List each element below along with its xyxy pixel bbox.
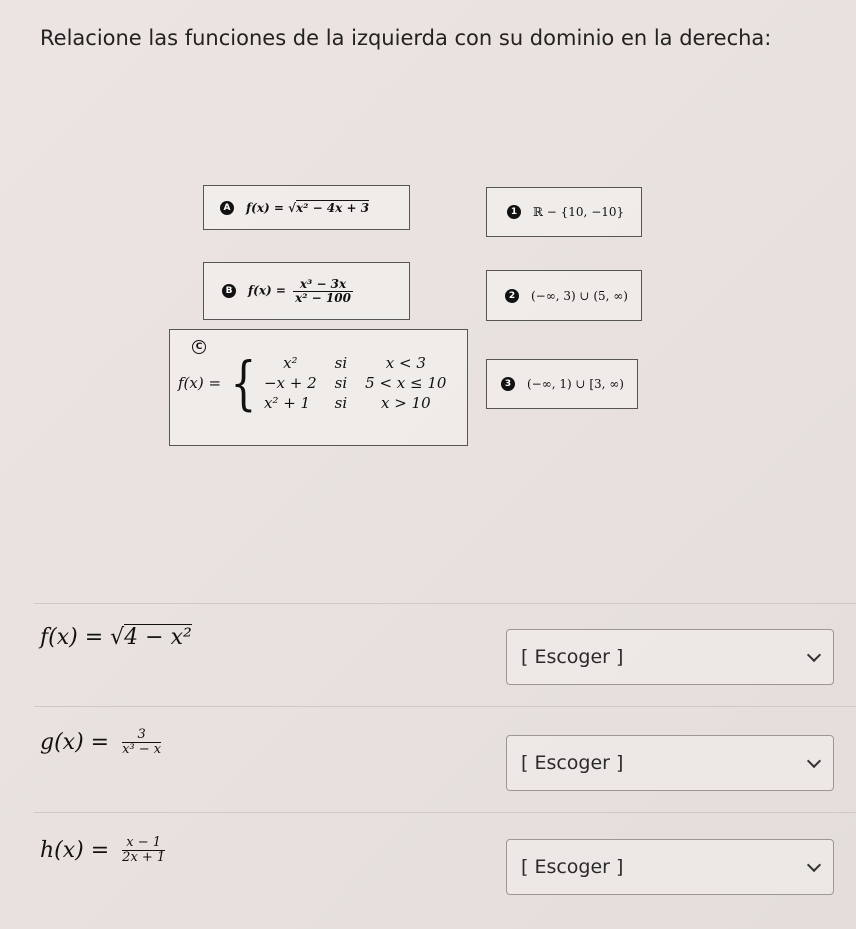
- chevron-down-icon: [807, 754, 821, 768]
- brace-icon: {: [230, 349, 257, 417]
- answer-select-f-value: [ Escoger ]: [521, 646, 624, 668]
- piece-3-cond: x > 10: [380, 394, 431, 412]
- formula-b-numerator: x³ − 3x: [293, 278, 353, 292]
- question-g-label: g(x) =: [40, 729, 117, 755]
- function-card-a: [203, 185, 410, 230]
- question-h-label: h(x) =: [40, 837, 117, 863]
- piece-3-si: si: [334, 394, 348, 412]
- piece-2-expr: −x + 2: [263, 374, 317, 392]
- answer-select-h-value: [ Escoger ]: [521, 856, 624, 878]
- question-f: [40, 625, 192, 650]
- question-g: [40, 728, 161, 758]
- function-card-c: [169, 329, 468, 446]
- question-g-numerator: 3: [122, 728, 161, 743]
- sqrt-icon: √: [110, 625, 125, 650]
- badge-c: C: [192, 340, 206, 354]
- formula-a: [246, 201, 369, 215]
- domain-card-2: [486, 270, 642, 321]
- chevron-down-icon: [807, 858, 821, 872]
- piece-2-cond: 5 < x ≤ 10: [365, 374, 447, 392]
- answer-select-g-value: [ Escoger ]: [521, 752, 624, 774]
- piece-3-expr: x² + 1: [263, 394, 311, 412]
- question-f-label: f(x) =: [40, 625, 111, 650]
- piece-2-si: si: [334, 374, 348, 392]
- domain-2: (−∞, 3) ∪ (5, ∞): [531, 288, 628, 303]
- piece-1-expr: x²: [283, 354, 298, 372]
- badge-a: A: [220, 201, 234, 215]
- divider: [34, 603, 856, 604]
- question-h-denominator: 2x + 1: [122, 850, 166, 866]
- piecewise-table: [264, 354, 447, 412]
- function-card-b: [203, 262, 410, 320]
- question-h-numerator: x − 1: [122, 836, 165, 851]
- formula-b: [248, 278, 353, 304]
- domain-card-3: [486, 359, 638, 409]
- badge-3: 3: [501, 377, 515, 391]
- divider: [34, 706, 856, 707]
- question-f-radicand: 4 − x²: [124, 625, 192, 650]
- instructions-text: Relacione las funciones de la izquierda con su dominio en la derecha:: [40, 26, 772, 50]
- answer-select-h[interactable]: [506, 839, 834, 895]
- answer-select-g[interactable]: [506, 735, 834, 791]
- badge-b: B: [222, 284, 236, 298]
- domain-card-1: [486, 187, 642, 237]
- sqrt-icon: √: [288, 200, 296, 215]
- domain-3: (−∞, 1) ∪ [3, ∞): [527, 377, 624, 391]
- chevron-down-icon: [807, 648, 821, 662]
- domain-1: ℝ − {10, −10}: [533, 205, 625, 219]
- piece-1-si: si: [334, 354, 348, 372]
- formula-a-prefix: f(x) =: [246, 200, 289, 215]
- piece-1-cond: x < 3: [385, 354, 426, 372]
- formula-b-prefix: f(x) =: [248, 283, 291, 298]
- formula-c-prefix: f(x) =: [178, 374, 222, 392]
- formula-a-radicand: x² − 4x + 3: [295, 200, 370, 215]
- answer-select-f[interactable]: [506, 629, 834, 685]
- formula-b-denominator: x² − 100: [295, 290, 351, 305]
- question-g-denominator: x³ − x: [122, 742, 162, 758]
- divider: [34, 812, 856, 813]
- question-h: [40, 836, 165, 866]
- badge-1: 1: [507, 205, 521, 219]
- badge-2: 2: [505, 289, 519, 303]
